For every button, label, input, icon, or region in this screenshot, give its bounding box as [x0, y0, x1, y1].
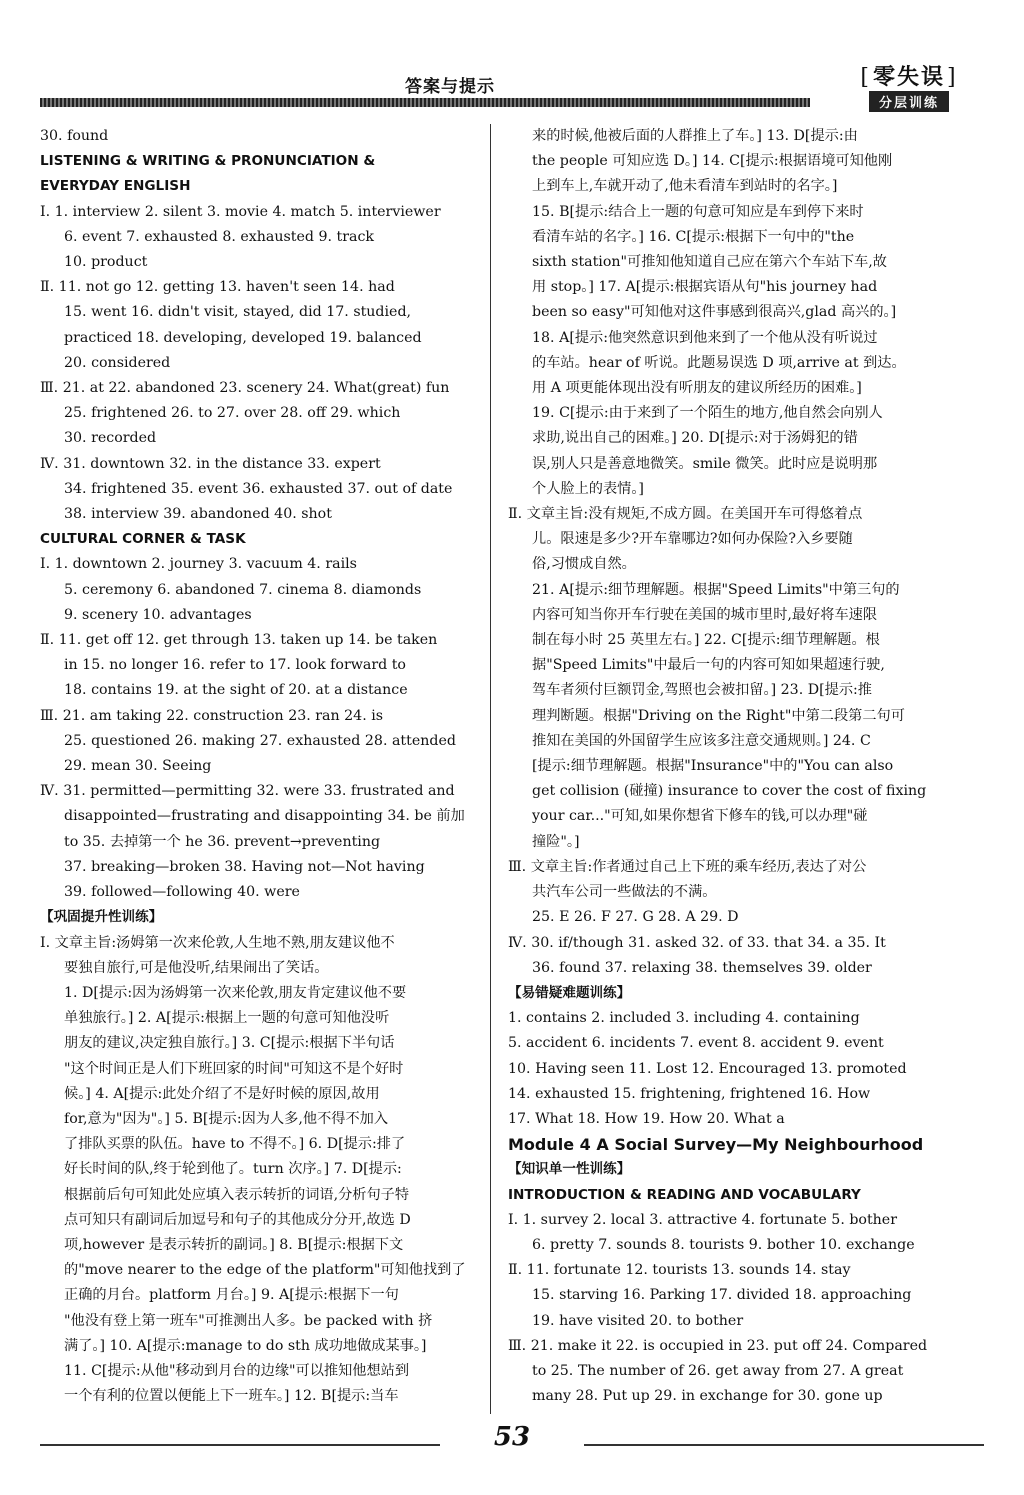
answer-line: 正确的月台。platform 月台。] 9. A[提示:根据下一句	[64, 1287, 399, 1304]
column-divider	[490, 124, 491, 1414]
answer-line: to 35. 去掉第一个 he 36. prevent→preventing	[64, 833, 381, 850]
answer-line: 6. pretty 7. sounds 8. tourists 9. bother 10. exchange	[532, 1236, 915, 1253]
answer-line: 上到车上,车就开动了,他未看清车到站时的名字。]	[532, 178, 838, 195]
answer-line: 来的时候,他被后面的人群推上了车。] 13. D[提示:由	[532, 128, 858, 144]
page-footer	[40, 1420, 984, 1470]
answer-line: 18. A[提示:他突然意识到他来到了一个他从没有听说过	[532, 329, 878, 346]
answer-line: 内容可知当你开车行驶在美国的城市里时,最好将车速限	[532, 606, 878, 623]
answer-line: 朋友的建议,决定独自旅行。] 3. C[提示:根据下半句话	[64, 1035, 395, 1052]
answer-line: get collision (碰撞) insurance to cover the cost of fixing	[532, 783, 927, 800]
answer-line: 19. C[提示:由于来到了一个陌生的地方,他自然会向别人	[532, 405, 883, 422]
answer-line: 25. E 26. F 27. G 28. A 29. D	[532, 909, 739, 926]
answer-line: 21. A[提示:细节理解题。根据"Speed Limits"中第三句的	[532, 581, 900, 598]
subsection-heading: 【巩固提升性训练】	[40, 909, 163, 926]
answer-line: Ⅰ. 1. downtown 2. journey 3. vacuum 4. rails	[40, 556, 357, 573]
answer-line: 17. What 18. How 19. How 20. What a	[508, 1110, 785, 1127]
answer-line: 9. scenery 10. advantages	[64, 606, 252, 623]
answer-line: 6. event 7. exhausted 8. exhausted 9. track	[64, 228, 375, 245]
answer-line: 14. exhausted 15. frightening, frightened 16. How	[508, 1085, 871, 1102]
page-number: 53	[493, 1422, 531, 1452]
right-column	[508, 124, 948, 1414]
answer-line: 看清车站的名字。] 16. C[提示:根据下一句中的"the	[532, 228, 855, 245]
answer-line: 共汽车公司一些做法的不满。	[532, 884, 717, 901]
module-title: Module 4 A Social Survey—My Neighbourhood	[508, 1135, 924, 1155]
answer-line: 儿。限速是多少?开车靠哪边?如何办保险?入乡要随	[532, 531, 853, 548]
answer-line: in 15. no longer 16. refer to 17. look forward to	[64, 657, 406, 674]
answer-line: 36. found 37. relaxing 38. themselves 39. older	[532, 959, 872, 976]
answer-line: 5. ceremony 6. abandoned 7. cinema 8. diamonds	[64, 581, 422, 598]
header-title: 答案与提示	[405, 77, 495, 97]
answer-line: 38. interview 39. abandoned 40. shot	[64, 506, 332, 523]
answer-line: 19. have visited 20. to bother	[532, 1312, 744, 1329]
answer-line: 34. frightened 35. event 36. exhausted 37. out of date	[64, 480, 453, 497]
footer-rule-right	[584, 1444, 984, 1446]
left-column	[40, 124, 472, 1414]
answer-line: been so easy"可知他对这件事感到很高兴,glad 高兴的。]	[532, 304, 897, 321]
answer-line: 15. B[提示:结合上一题的句意可知应是车到停下来时	[532, 203, 864, 220]
answer-line: disappointed—frustrating and disappointing 34. be 前加	[64, 808, 465, 825]
answer-line: 39. followed—following 40. were	[64, 884, 300, 901]
answer-line: "他没有登上第一班车"可推测出人多。be packed with 挤	[64, 1312, 433, 1329]
subsection-heading: 【知识单一性训练】	[508, 1161, 631, 1178]
answer-line: 推知在美国的外国留学生应该多注意交通规则。] 24. C	[532, 732, 871, 749]
answer-line: "这个时间正是人们下班回家的时间"可知这不是个好时	[64, 1060, 404, 1077]
answer-line: 求助,说出自己的困难。] 20. D[提示:对于汤姆犯的错	[532, 430, 858, 447]
answer-line: for,意为"因为"。] 5. B[提示:因为人多,他不得不加入	[64, 1110, 389, 1127]
answer-line: the people 可知应选 D。] 14. C[提示:根据语境可知他刚	[532, 153, 893, 170]
answer-line: 用 A 项更能体现出没有听朋友的建议所经历的困难。]	[532, 380, 862, 397]
answer-line: 俗,习惯成自然。	[532, 556, 636, 573]
answer-line: 一个有利的位置以便能上下一班车。] 12. B[提示:当车	[64, 1388, 399, 1405]
answer-line: 18. contains 19. at the sight of 20. at a distance	[64, 682, 408, 699]
answer-line: your car..."可知,如果你想省下修车的钱,可以办理"碰	[532, 808, 868, 825]
answer-line: Ⅲ. 21. make it 22. is occupied in 23. put off 24. Compared	[508, 1337, 928, 1354]
brand-name: [ 零失误 ]	[834, 64, 984, 91]
answer-line: 据"Speed Limits"中最后一句的内容可知如果超速行驶,	[532, 657, 885, 674]
answer-line: 用 stop。] 17. A[提示:根据宾语从句"his journey had	[532, 279, 878, 296]
answer-line: Ⅳ. 31. downtown 32. in the distance 33. expert	[40, 455, 381, 472]
answer-line: 1. contains 2. included 3. including 4. containing	[508, 1010, 860, 1027]
brand-subtitle: 分层训练	[869, 91, 949, 112]
section-heading: INTRODUCTION & READING AND VOCABULARY	[508, 1186, 861, 1203]
answer-line: 好长时间的队,终于轮到他了。turn 次序。] 7. D[提示:	[64, 1161, 402, 1178]
answer-line: 根据前后句可知此处应填入表示转折的词语,分析句子特	[64, 1186, 410, 1203]
answer-line: 制在每小时 25 英里左右。] 22. C[提示:细节理解题。根	[532, 632, 880, 649]
section-heading: LISTENING & WRITING & PRONUNCIATION &	[40, 153, 376, 170]
answer-line: 满了。] 10. A[提示:manage to do sth 成功地做成某事。]	[64, 1337, 427, 1354]
answer-line: Ⅱ. 文章主旨:没有规矩,不成方圆。在美国开车可得悠着点	[508, 506, 863, 523]
answer-line: 20. considered	[64, 354, 171, 371]
answer-line: 的车站。hear of 听说。此题易误选 D 项,arrive at 到达。	[532, 354, 906, 371]
answer-line: 1. D[提示:因为汤姆第一次来伦敦,朋友肯定建议他不要	[64, 984, 407, 1001]
section-heading: CULTURAL CORNER & TASK	[40, 531, 246, 548]
answer-line: 的"move nearer to the edge of the platform"可知他找到了	[64, 1262, 466, 1279]
answer-line: 候。] 4. A[提示:此处介绍了不是好时候的原因,故用	[64, 1085, 380, 1102]
footer-rule-left	[40, 1444, 440, 1446]
answer-line: 误,别人只是善意地微笑。smile 微笑。此时应是说明那	[532, 455, 878, 472]
answer-line: 29. mean 30. Seeing	[64, 758, 212, 775]
answer-line: 10. Having seen 11. Lost 12. Encouraged 13. promoted	[508, 1060, 907, 1077]
answer-line: 单独旅行。] 2. A[提示:根据上一题的句意可知他没听	[64, 1010, 390, 1027]
answer-line: 要独自旅行,可是他没听,结果闹出了笑话。	[64, 959, 329, 976]
answer-line: sixth station"可推知他知道自己应在第六个车站下车,故	[532, 254, 887, 271]
answer-line: Ⅳ. 30. if/though 31. asked 32. of 33. that 34. a 35. It	[508, 934, 886, 951]
answer-line: to 25. The number of 26. get away from 27. A great	[532, 1362, 904, 1379]
answer-line: Ⅰ. 1. survey 2. local 3. attractive 4. fortunate 5. bother	[508, 1211, 897, 1228]
answer-line: 驾车者须付巨额罚金,驾照也会被扣留。] 23. D[提示:推	[532, 682, 872, 699]
answer-line: Ⅱ. 11. not go 12. getting 13. haven't seen 14. had	[40, 279, 395, 296]
answer-line: Ⅲ. 21. am taking 22. construction 23. ran 24. is	[40, 707, 384, 724]
section-heading: EVERYDAY ENGLISH	[40, 178, 191, 195]
answer-line: 30. recorded	[64, 430, 157, 447]
answer-line: [提示:细节理解题。根据"Insurance"中的"You can also	[532, 758, 894, 775]
answer-line: 了排队买票的队伍。have to 不得不。] 6. D[提示:排了	[64, 1136, 406, 1153]
answer-line: 30. found	[40, 128, 109, 144]
answer-line: 理判断题。根据"Driving on the Right"中第二段第二句可	[532, 707, 905, 724]
answer-line: Ⅱ. 11. fortunate 12. tourists 13. sounds 14. stay	[508, 1262, 851, 1279]
answer-line: many 28. Put up 29. in exchange for 30. gone up	[532, 1388, 883, 1405]
answer-line: Ⅰ. 1. interview 2. silent 3. movie 4. match 5. interviewer	[40, 203, 441, 220]
answer-line: Ⅲ. 21. at 22. abandoned 23. scenery 24. What(great) fun	[40, 380, 450, 397]
answer-line: 5. accident 6. incidents 7. event 8. accident 9. event	[508, 1035, 884, 1052]
answer-line: Ⅲ. 文章主旨:作者通过自己上下班的乘车经历,表达了对公	[508, 858, 867, 875]
answer-line: 37. breaking—broken 38. Having not—Not having	[64, 858, 425, 875]
answer-line: 15. went 16. didn't visit, stayed, did 17. studied,	[64, 304, 412, 321]
page-header	[40, 64, 984, 114]
header-rule	[40, 98, 810, 107]
subsection-heading: 【易错疑难题训练】	[508, 984, 631, 1001]
answer-line: Ⅱ. 11. get off 12. get through 13. taken up 14. be taken	[40, 632, 438, 649]
answer-line: 撞险"。]	[532, 833, 580, 850]
answer-line: 个人脸上的表情。]	[532, 480, 644, 497]
answer-line: 10. product	[64, 254, 148, 271]
answer-line: Ⅳ. 31. permitted—permitting 32. were 33. frustrated and	[40, 783, 455, 800]
answer-line: 25. questioned 26. making 27. exhausted 28. attended	[64, 732, 456, 749]
answer-line: 11. C[提示:从他"移动到月台的边缘"可以推知他想站到	[64, 1362, 410, 1379]
answer-line: practiced 18. developing, developed 19. balanced	[64, 329, 422, 346]
answer-line: 25. frightened 26. to 27. over 28. off 29. which	[64, 405, 401, 422]
answer-line: Ⅰ. 文章主旨:汤姆第一次来伦敦,人生地不熟,朋友建议他不	[40, 934, 395, 951]
brand-logo	[834, 64, 984, 110]
answer-line: 项,however 是表示转折的副词。] 8. B[提示:根据下文	[64, 1236, 404, 1253]
answer-line: 点可知只有副词后加逗号和句子的其他成分分开,故选 D	[64, 1211, 411, 1228]
answer-line: 15. starving 16. Parking 17. divided 18. approaching	[532, 1287, 912, 1304]
